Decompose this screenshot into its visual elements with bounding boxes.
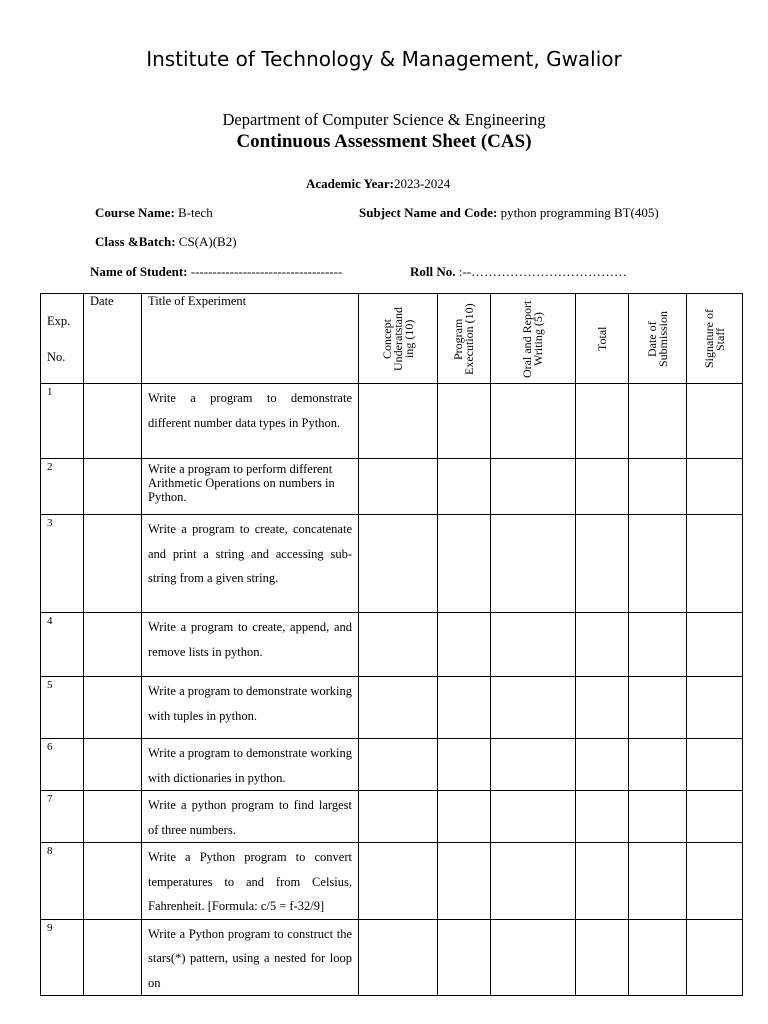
row-total-cell[interactable] bbox=[576, 384, 629, 459]
row-concept-cell[interactable] bbox=[359, 459, 438, 515]
department-name: Department of Computer Science & Engineering bbox=[222, 110, 546, 129]
row-exp-no: 8 bbox=[41, 843, 84, 920]
row-date-cell[interactable] bbox=[84, 459, 142, 515]
row-title: Write a python program to find largest of three numbers. bbox=[142, 791, 359, 843]
row-total-cell[interactable] bbox=[576, 459, 629, 515]
row-program-cell[interactable] bbox=[438, 515, 491, 613]
row-signature-cell[interactable] bbox=[687, 739, 743, 791]
row-title: Write a program to create, append, and remove lists in python. bbox=[142, 613, 359, 677]
row-concept-cell[interactable] bbox=[359, 515, 438, 613]
table-row bbox=[41, 919, 743, 996]
row-signature-cell[interactable] bbox=[687, 677, 743, 739]
header-concept-text: Concept Underatstand ing (10) bbox=[379, 307, 416, 371]
row-exp-no: 3 bbox=[41, 515, 84, 613]
row-title: Write a program to demonstrate working with tuples in python. bbox=[142, 677, 359, 739]
header-exp-line2: No. bbox=[47, 350, 66, 364]
institute-name: Institute of Technology & Management, Gwalior bbox=[146, 47, 622, 71]
row-concept-cell[interactable] bbox=[359, 791, 438, 843]
subject-value: python programming BT(405) bbox=[497, 205, 659, 220]
roll-label: Roll No. bbox=[410, 264, 456, 279]
header-total-text: Total bbox=[594, 326, 609, 352]
row-program-cell[interactable] bbox=[438, 919, 491, 996]
table-row bbox=[41, 384, 743, 459]
row-submission-cell[interactable] bbox=[629, 739, 687, 791]
table-header-row bbox=[41, 294, 743, 384]
row-oral-cell[interactable] bbox=[491, 919, 576, 996]
row-program-cell[interactable] bbox=[438, 613, 491, 677]
row-concept-cell[interactable] bbox=[359, 739, 438, 791]
row-signature-cell[interactable] bbox=[687, 515, 743, 613]
row-exp-no: 7 bbox=[41, 791, 84, 843]
row-exp-no: 1 bbox=[41, 384, 84, 459]
table-row bbox=[41, 515, 743, 613]
header-program-text: Program Execution (10) bbox=[451, 303, 476, 375]
row-total-cell[interactable] bbox=[576, 677, 629, 739]
course-value: B-tech bbox=[174, 205, 213, 220]
row-exp-no: 5 bbox=[41, 677, 84, 739]
row-total-cell[interactable] bbox=[576, 791, 629, 843]
course-name bbox=[95, 205, 213, 221]
header-exp-line1: Exp. bbox=[47, 314, 71, 328]
row-concept-cell[interactable] bbox=[359, 384, 438, 459]
header-submission bbox=[629, 294, 687, 384]
row-date-cell[interactable] bbox=[84, 791, 142, 843]
row-signature-cell[interactable] bbox=[687, 843, 743, 920]
header-title: Title of Experiment bbox=[142, 294, 359, 384]
row-program-cell[interactable] bbox=[438, 739, 491, 791]
row-oral-cell[interactable] bbox=[491, 384, 576, 459]
row-total-cell[interactable] bbox=[576, 613, 629, 677]
row-title: Write a program to create, concatenate and print a string and accessing sub-string from a given string. bbox=[142, 515, 359, 613]
row-submission-cell[interactable] bbox=[629, 791, 687, 843]
header-date: Date bbox=[84, 294, 142, 384]
header-signature-text: Signature of Staff bbox=[701, 309, 727, 369]
row-total-cell[interactable] bbox=[576, 919, 629, 996]
row-submission-cell[interactable] bbox=[629, 613, 687, 677]
class-value: CS(A)(B2) bbox=[175, 234, 237, 249]
roll-value: :--……………………………… bbox=[455, 264, 628, 279]
table-row bbox=[41, 613, 743, 677]
header-signature bbox=[687, 294, 743, 384]
row-oral-cell[interactable] bbox=[491, 459, 576, 515]
header-program bbox=[438, 294, 491, 384]
row-submission-cell[interactable] bbox=[629, 459, 687, 515]
row-submission-cell[interactable] bbox=[629, 677, 687, 739]
row-title: Write a Python program to construct the stars(*) pattern, using a nested for loop on bbox=[142, 919, 359, 996]
row-date-cell[interactable] bbox=[84, 515, 142, 613]
student-value: ----------------------------------- bbox=[187, 264, 343, 279]
header-total bbox=[576, 294, 629, 384]
table-row bbox=[41, 459, 743, 515]
row-program-cell[interactable] bbox=[438, 791, 491, 843]
row-oral-cell[interactable] bbox=[491, 791, 576, 843]
row-signature-cell[interactable] bbox=[687, 791, 743, 843]
header-exp-no bbox=[41, 294, 84, 384]
student-label: Name of Student: bbox=[90, 264, 188, 279]
course-label: Course Name: bbox=[95, 205, 175, 220]
row-program-cell[interactable] bbox=[438, 459, 491, 515]
class-batch bbox=[95, 234, 237, 250]
row-submission-cell[interactable] bbox=[629, 384, 687, 459]
row-oral-cell[interactable] bbox=[491, 739, 576, 791]
row-date-cell[interactable] bbox=[84, 843, 142, 920]
row-concept-cell[interactable] bbox=[359, 843, 438, 920]
row-date-cell[interactable] bbox=[84, 677, 142, 739]
row-signature-cell[interactable] bbox=[687, 384, 743, 459]
row-exp-no: 9 bbox=[41, 919, 84, 996]
student-name bbox=[90, 264, 342, 280]
row-submission-cell[interactable] bbox=[629, 919, 687, 996]
table-row bbox=[41, 791, 743, 843]
academic-year-label: Academic Year: bbox=[306, 176, 394, 191]
class-label: Class &Batch: bbox=[95, 234, 176, 249]
subject-name-code bbox=[359, 205, 659, 221]
row-program-cell[interactable] bbox=[438, 384, 491, 459]
header-concept bbox=[359, 294, 438, 384]
row-concept-cell[interactable] bbox=[359, 677, 438, 739]
row-total-cell[interactable] bbox=[576, 843, 629, 920]
row-oral-cell[interactable] bbox=[491, 515, 576, 613]
row-title: Write a program to demonstrate working with dictionaries in python. bbox=[142, 739, 359, 791]
subject-label: Subject Name and Code: bbox=[359, 205, 498, 220]
header-submission-text: Date of Submission bbox=[644, 311, 670, 368]
assessment-table bbox=[40, 293, 743, 996]
row-concept-cell[interactable] bbox=[359, 613, 438, 677]
row-exp-no: 6 bbox=[41, 739, 84, 791]
row-oral-cell[interactable] bbox=[491, 677, 576, 739]
academic-year bbox=[306, 176, 450, 192]
academic-year-value: 2023-2024 bbox=[393, 176, 451, 191]
row-oral-cell[interactable] bbox=[491, 843, 576, 920]
row-date-cell[interactable] bbox=[84, 384, 142, 459]
row-program-cell[interactable] bbox=[438, 843, 491, 920]
header-oral bbox=[491, 294, 576, 384]
row-concept-cell[interactable] bbox=[359, 919, 438, 996]
sheet-title: Continuous Assessment Sheet (CAS) bbox=[236, 131, 532, 152]
row-signature-cell[interactable] bbox=[687, 919, 743, 996]
row-submission-cell[interactable] bbox=[629, 843, 687, 920]
roll-number bbox=[410, 264, 627, 280]
row-total-cell[interactable] bbox=[576, 515, 629, 613]
table-row bbox=[41, 677, 743, 739]
row-total-cell[interactable] bbox=[576, 739, 629, 791]
row-title: Write a program to perform different Arithmetic Operations on numbers in Python. bbox=[142, 459, 359, 515]
row-oral-cell[interactable] bbox=[491, 613, 576, 677]
row-signature-cell[interactable] bbox=[687, 459, 743, 515]
row-signature-cell[interactable] bbox=[687, 613, 743, 677]
row-date-cell[interactable] bbox=[84, 739, 142, 791]
row-submission-cell[interactable] bbox=[629, 515, 687, 613]
table-row bbox=[41, 843, 743, 920]
row-date-cell[interactable] bbox=[84, 919, 142, 996]
table-row bbox=[41, 739, 743, 791]
row-date-cell[interactable] bbox=[84, 613, 142, 677]
row-title: Write a program to demonstrate different number data types in Python. bbox=[142, 384, 359, 459]
row-exp-no: 2 bbox=[41, 459, 84, 515]
row-title: Write a Python program to convert temperatures to and from Celsius, Fahrenheit. [Formula: c/5 = f-32/9] bbox=[142, 843, 359, 920]
header-oral-text: Oral and Report Writing (5) bbox=[520, 300, 545, 378]
row-program-cell[interactable] bbox=[438, 677, 491, 739]
row-exp-no: 4 bbox=[41, 613, 84, 677]
